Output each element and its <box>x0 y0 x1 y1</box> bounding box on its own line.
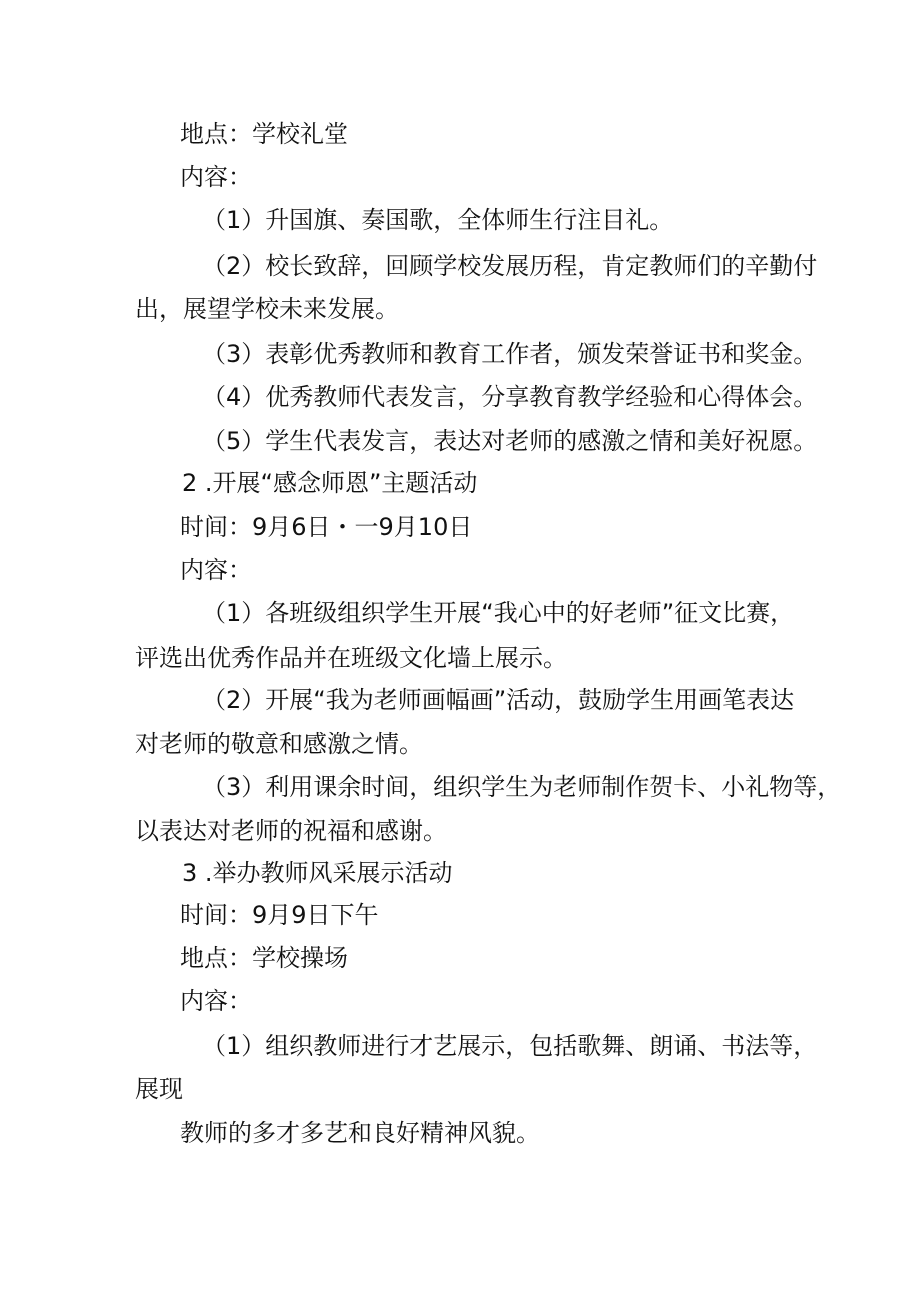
list-item: （2）校长致辞，回顾学校发展历程，肯定教师们的辛勤付 <box>202 252 818 280</box>
venue-line-auditorium: 地点：学校礼堂 <box>180 120 348 148</box>
list-item: （2）开展“我为老师画幅画”活动，鼓励学生用画笔表达 <box>202 686 795 714</box>
content-heading: 内容： <box>180 556 252 584</box>
list-item-continuation: 以表达对老师的祝福和感谢。 <box>135 817 447 845</box>
list-item: （1）组织教师进行才艺展示，包括歌舞、朗诵、书法等， <box>202 1032 818 1060</box>
list-item-continuation: 教师的多才多艺和良好精神风貌。 <box>180 1119 540 1147</box>
time-line-section-2: 时间：9月6日・一9月10日 <box>180 513 473 541</box>
time-line-section-3: 时间：9月9日下午 <box>180 901 379 929</box>
list-item: （1）各班级组织学生开展“我心中的好老师”征文比赛， <box>202 599 795 627</box>
content-heading: 内容： <box>180 987 252 1015</box>
list-item: （3）表彰优秀教师和教育工作者，颁发荣誉证书和奖金。 <box>202 340 818 368</box>
section-heading-3: 3 .举办教师风采展示活动 <box>182 859 453 887</box>
list-item: （4）优秀教师代表发言，分享教育教学经验和心得体会。 <box>202 383 818 411</box>
content-heading: 内容： <box>180 163 252 191</box>
list-item: （3）利用课余时间，组织学生为老师制作贺卡、小礼物等， <box>202 773 842 801</box>
list-item-continuation: 展现 <box>135 1075 183 1103</box>
list-item-continuation: 对老师的敬意和感激之情。 <box>135 730 423 758</box>
venue-line-playground: 地点：学校操场 <box>180 944 348 972</box>
list-item-continuation: 出，展望学校未来发展。 <box>135 295 399 323</box>
section-heading-2: 2 .开展“感念师恩”主题活动 <box>182 469 478 497</box>
list-item: （1）升国旗、奏国歌，全体师生行注目礼。 <box>202 206 674 234</box>
list-item: （5）学生代表发言，表达对老师的感激之情和美好祝愿。 <box>202 427 818 455</box>
list-item-continuation: 评选出优秀作品并在班级文化墙上展示。 <box>135 644 567 672</box>
